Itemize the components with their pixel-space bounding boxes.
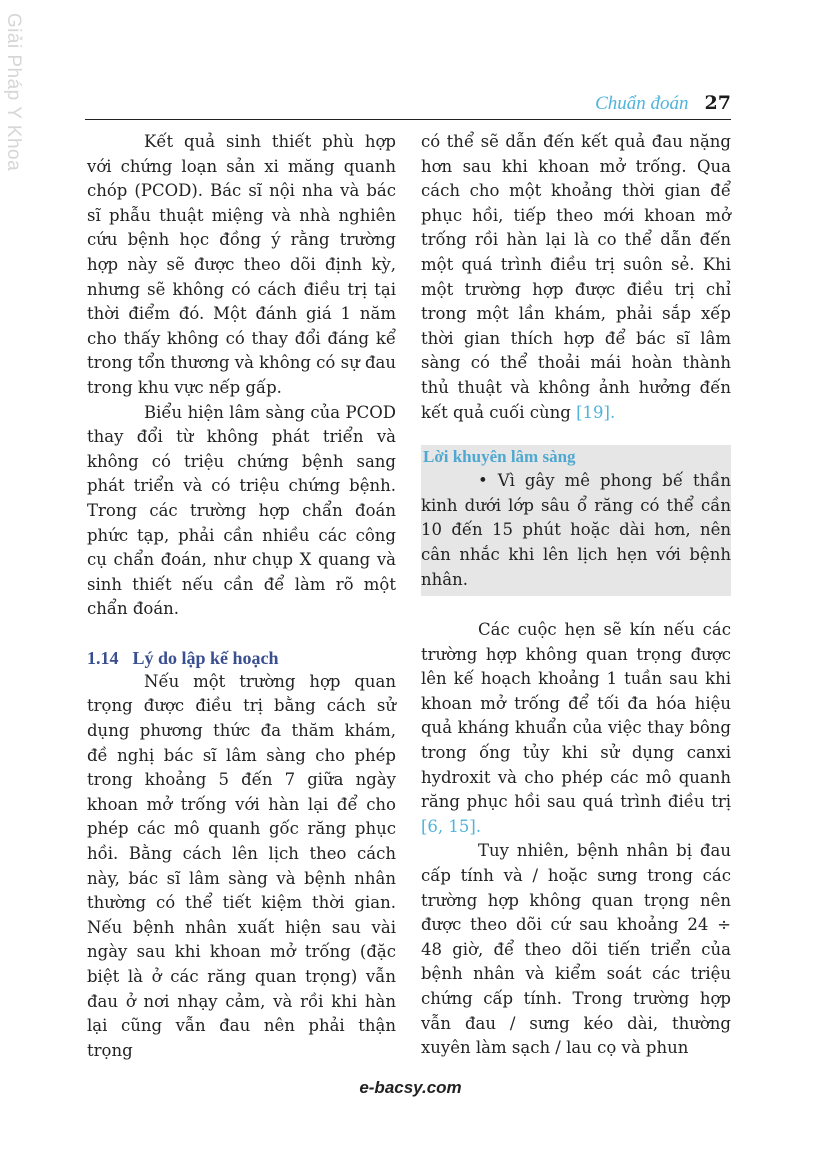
section-heading [87, 646, 396, 670]
chapter-title: Chuẩn đoán [595, 93, 689, 114]
paragraph-appointments [421, 618, 731, 839]
footer-site-name: e-bacsy.com [359, 1078, 462, 1097]
section-title: Lý do lập kế hoạch [132, 647, 279, 668]
paragraph-biopsy-result: Kết quả sinh thiết phù hợp với chứng loạn sản xi măng quanh chóp (PCOD). Bác sĩ nội nha và bác sĩ phẫu thuật miệng và nhà nghiên cứu bệnh học đồng ý rằng trường hợp này sẽ được theo dõi định kỳ, nhưng sẽ không có cách điều trị tại thời điểm đó. Một đánh giá 1 năm cho thấy không có thay đổi đáng kể trong tổn thương và không có sự đau trong khu vực nếp gấp. [87, 132, 396, 397]
paragraph-continuation [421, 130, 731, 425]
left-column [87, 130, 396, 1063]
side-watermark-label: Giải Pháp Y Khoa [3, 12, 24, 172]
header-divider [85, 119, 731, 120]
running-header [595, 92, 731, 115]
page-number: 27 [704, 92, 731, 114]
citation-link[interactable]: [6, 15]. [421, 816, 482, 836]
section-number: 1.14 [87, 647, 119, 668]
right-column [421, 130, 731, 1061]
clinical-tip-text: • Vì gây mê phong bế thần kinh dưới lớp sâu ổ răng có thể cần 10 đến 15 phút hoặc dài hơn, nên cân nhắc khi lên lịch hẹn với bệnh nhân. [421, 471, 731, 589]
clinical-tip-box [421, 445, 731, 596]
paragraph-continuation-text: có thể sẽ dẫn đến kết quả đau nặng hơn sau khi khoan mở trống. Qua cách cho một khoảng thời gian để phục hồi, tiếp theo mới khoan mở trống rồi hàn lại là co thể dẫn đến một quá trình điều trị suôn sẻ. Khi một trường hợp được điều trị chỉ trong một lần khám, phải sắp xếp thời gian thích hợp để bác sĩ lâm sàng có thể thoải mái hoàn thành thủ thuật và không ảnh hưởng đến kết quả cuối cùng [421, 132, 731, 422]
paragraph-planning-reason: Nếu một trường hợp quan trọng được điều trị bằng cách sử dụng phương thức đa thăm khám, đề nghị bác sĩ lâm sàng cho phép trong khoảng 5 đến 7 giữa ngày khoan mở trống với hàn lại để cho phép các mô quanh gốc răng phục hồi. Bằng cách lên lịch theo cách này, bác sĩ lâm sàng và bệnh nhân thường có thể tiết kiệm thời gian. Nếu bệnh nhân xuất hiện sau vài ngày sau khi khoan mở trống (đặc biệt là ở các răng quan trọng) vẫn đau ở nơi nhạy cảm, và rồi khi hàn lại cũng vẫn đau nên phải thận trọng [87, 671, 396, 1060]
paragraph-appointments-text: Các cuộc hẹn sẽ kín nếu các trường hợp không quan trọng được lên kế hoạch khoảng 1 tuần sau khi khoan mở trống để tối đa hóa hiệu quả kháng khuẩn của việc thay bông trong ống tủy khi sử dụng canxi hydroxit và cho phép các mô quanh răng phục hồi sau quá trình điều trị [421, 620, 731, 812]
paragraph-clinical-presentation: Biểu hiện lâm sàng của PCOD thay đổi từ không phát triển và không có triệu chứng bệnh sang phát triển và có triệu chứng bệnh. Trong các trường hợp chẩn đoán phức tạp, phải cần nhiều các công cụ chẩn đoán, như chụp X quang và sinh thiết nếu cần để làm rõ một chẩn đoán. [87, 402, 396, 619]
citation-link[interactable]: [19]. [576, 402, 616, 422]
clinical-tip-title: Lời khuyên lâm sàng [423, 447, 576, 467]
paragraph-acute-pain: Tuy nhiên, bệnh nhân bị đau cấp tính và / hoặc sưng trong các trường hợp không quan trọng nên được theo dõi cứ sau khoảng 24 ÷ 48 giờ, để theo dõi tiến triển của bệnh nhân và kiểm soát các triệu chứng cấp tính. Trong trường hợp vẫn đau / sưng kéo dài, thường xuyên làm sạch / lau cọ và phun [421, 841, 731, 1058]
